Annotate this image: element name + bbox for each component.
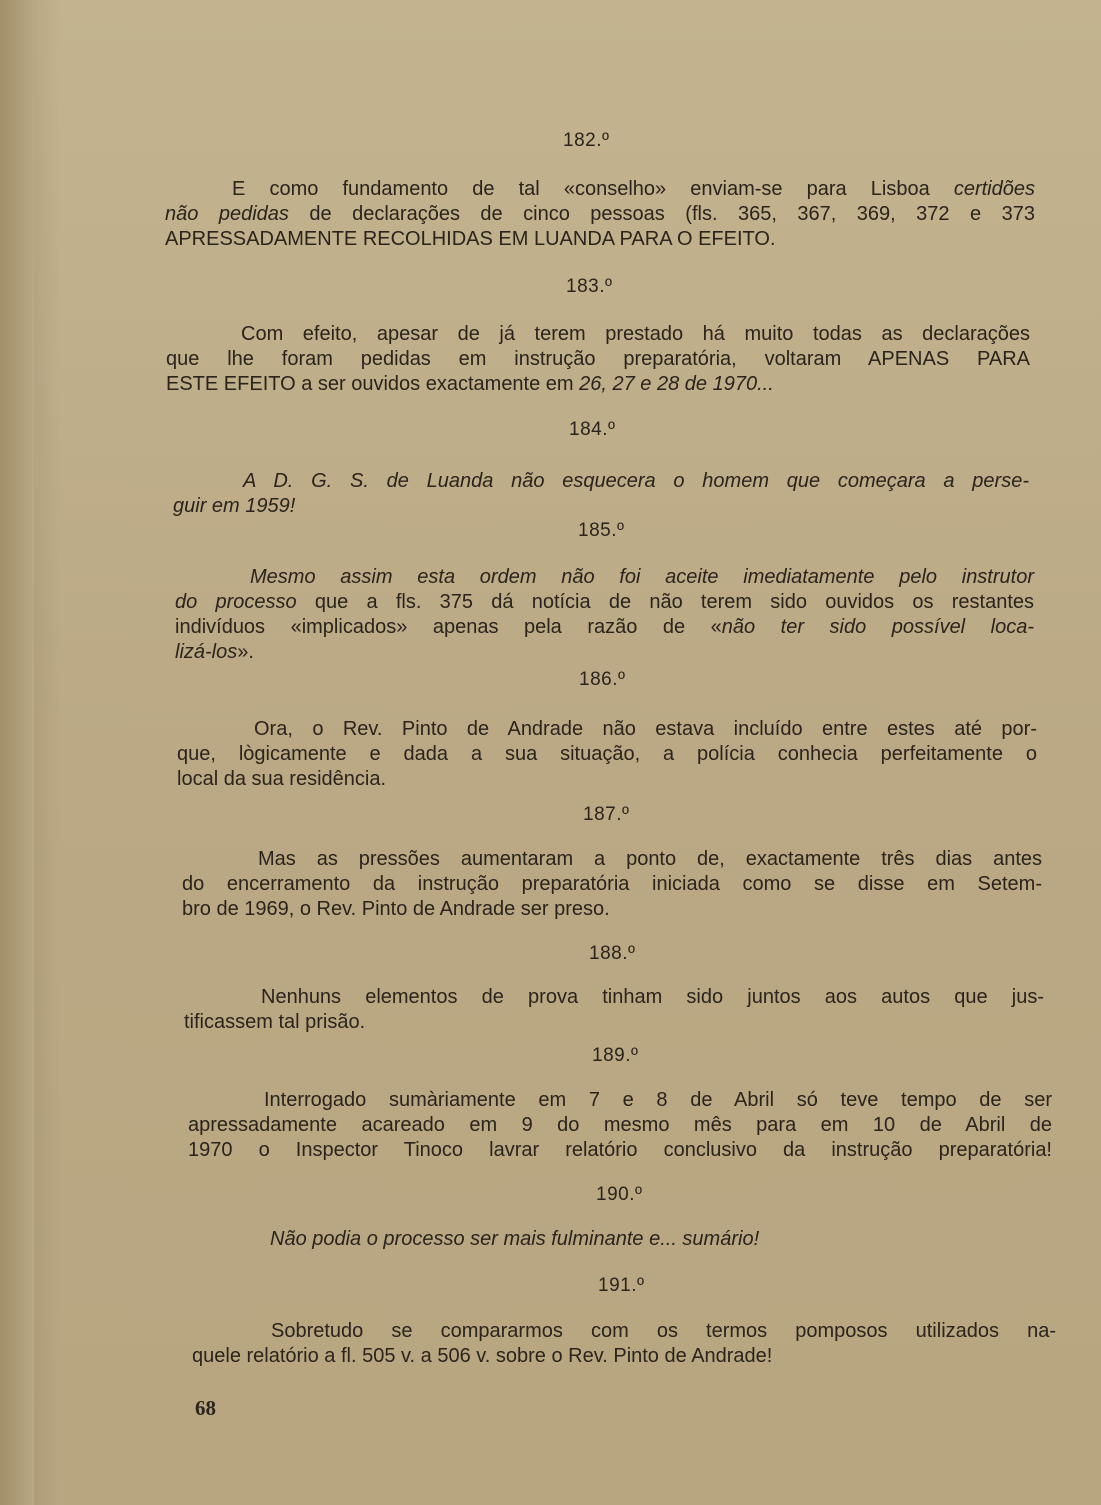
article-number: 183.º — [566, 276, 613, 297]
text-line: Mas as pressões aumentaram a ponto de, exactamente três dias antes — [258, 848, 1042, 870]
article-number: 188.º — [589, 943, 636, 964]
text-line: que, lògicamente e dada a sua situação, a polícia conhecia perfeitamente o — [177, 743, 1037, 765]
text-line: local da sua residência. — [177, 768, 387, 790]
text-line: Não podia o processo ser mais fulminante e... sumário! — [270, 1228, 760, 1250]
article-number: 187.º — [583, 804, 630, 825]
text-line: Sobretudo se compararmos com os termos pomposos utilizados na- — [271, 1320, 1056, 1342]
article-183-text — [166, 322, 1030, 397]
text-line: do processo que a fls. 375 dá notícia de não terem sido ouvidos os restantes — [175, 591, 1034, 613]
text-line: do encerramento da instrução preparatória iniciada como se disse em Setem- — [182, 873, 1042, 895]
text-line: Com efeito, apesar de já terem prestado há muito todas as declarações — [241, 323, 1030, 345]
article-number: 182.º — [563, 130, 610, 151]
article-number: 190.º — [596, 1184, 643, 1205]
text-line: guir em 1959! — [173, 495, 296, 517]
text-line: tificassem tal prisão. — [184, 1011, 366, 1033]
text-line: Mesmo assim esta ordem não foi aceite imediatamente pelo instrutor — [250, 566, 1034, 588]
text-line: Ora, o Rev. Pinto de Andrade não estava incluído entre estes até por- — [254, 718, 1037, 740]
article-191-text — [192, 1319, 1056, 1369]
text-line: Nenhuns elementos de prova tinham sido juntos aos autos que jus- — [261, 986, 1044, 1008]
article-187-text — [182, 847, 1042, 922]
text-line: lizá-los». — [175, 641, 254, 663]
article-185-text — [175, 565, 1034, 665]
page-number: 68 — [195, 1396, 216, 1420]
article-186-text — [177, 717, 1037, 792]
text-line: quele relatório a fl. 505 v. a 506 v. sobre o Rev. Pinto de Andrade! — [192, 1345, 773, 1367]
text-line: APRESSADAMENTE RECOLHIDAS EM LUANDA PARA O EFEITO. — [165, 228, 776, 250]
page-gutter-shadow — [0, 0, 34, 1505]
text-line: apressadamente acareado em 9 do mesmo mês para em 10 de Abril de — [188, 1114, 1052, 1136]
text-line: A D. G. S. de Luanda não esquecera o homem que começara a perse- — [243, 470, 1029, 492]
article-number: 191.º — [598, 1275, 645, 1296]
article-184-text — [173, 469, 1029, 519]
article-number: 185.º — [578, 520, 625, 541]
text-line: Interrogado sumàriamente em 7 e 8 de Abril só teve tempo de ser — [264, 1089, 1052, 1111]
text-line: indivíduos «implicados» apenas pela razão de «não ter sido possível loca- — [175, 616, 1035, 638]
text-line: não pedidas de declarações de cinco pessoas (fls. 365, 367, 369, 372 e 373 — [165, 203, 1035, 225]
text-line: 1970 o Inspector Tinoco lavrar relatório conclusivo da instrução preparatória! — [188, 1139, 1052, 1161]
text-line: que lhe foram pedidas em instrução preparatória, voltaram APENAS PARA — [166, 348, 1030, 370]
article-number: 186.º — [579, 669, 626, 690]
text-line: bro de 1969, o Rev. Pinto de Andrade ser preso. — [182, 898, 610, 920]
text-line: ESTE EFEITO a ser ouvidos exactamente em 26, 27 e 28 de 1970... — [166, 373, 774, 395]
article-number: 184.º — [569, 419, 616, 440]
text-line: E como fundamento de tal «conselho» enviam-se para Lisboa certidões — [232, 178, 1035, 200]
article-190-text — [270, 1227, 1050, 1252]
article-188-text — [184, 985, 1044, 1035]
article-189-text — [188, 1088, 1052, 1163]
article-182-text — [165, 177, 1035, 252]
article-number: 189.º — [592, 1045, 639, 1066]
